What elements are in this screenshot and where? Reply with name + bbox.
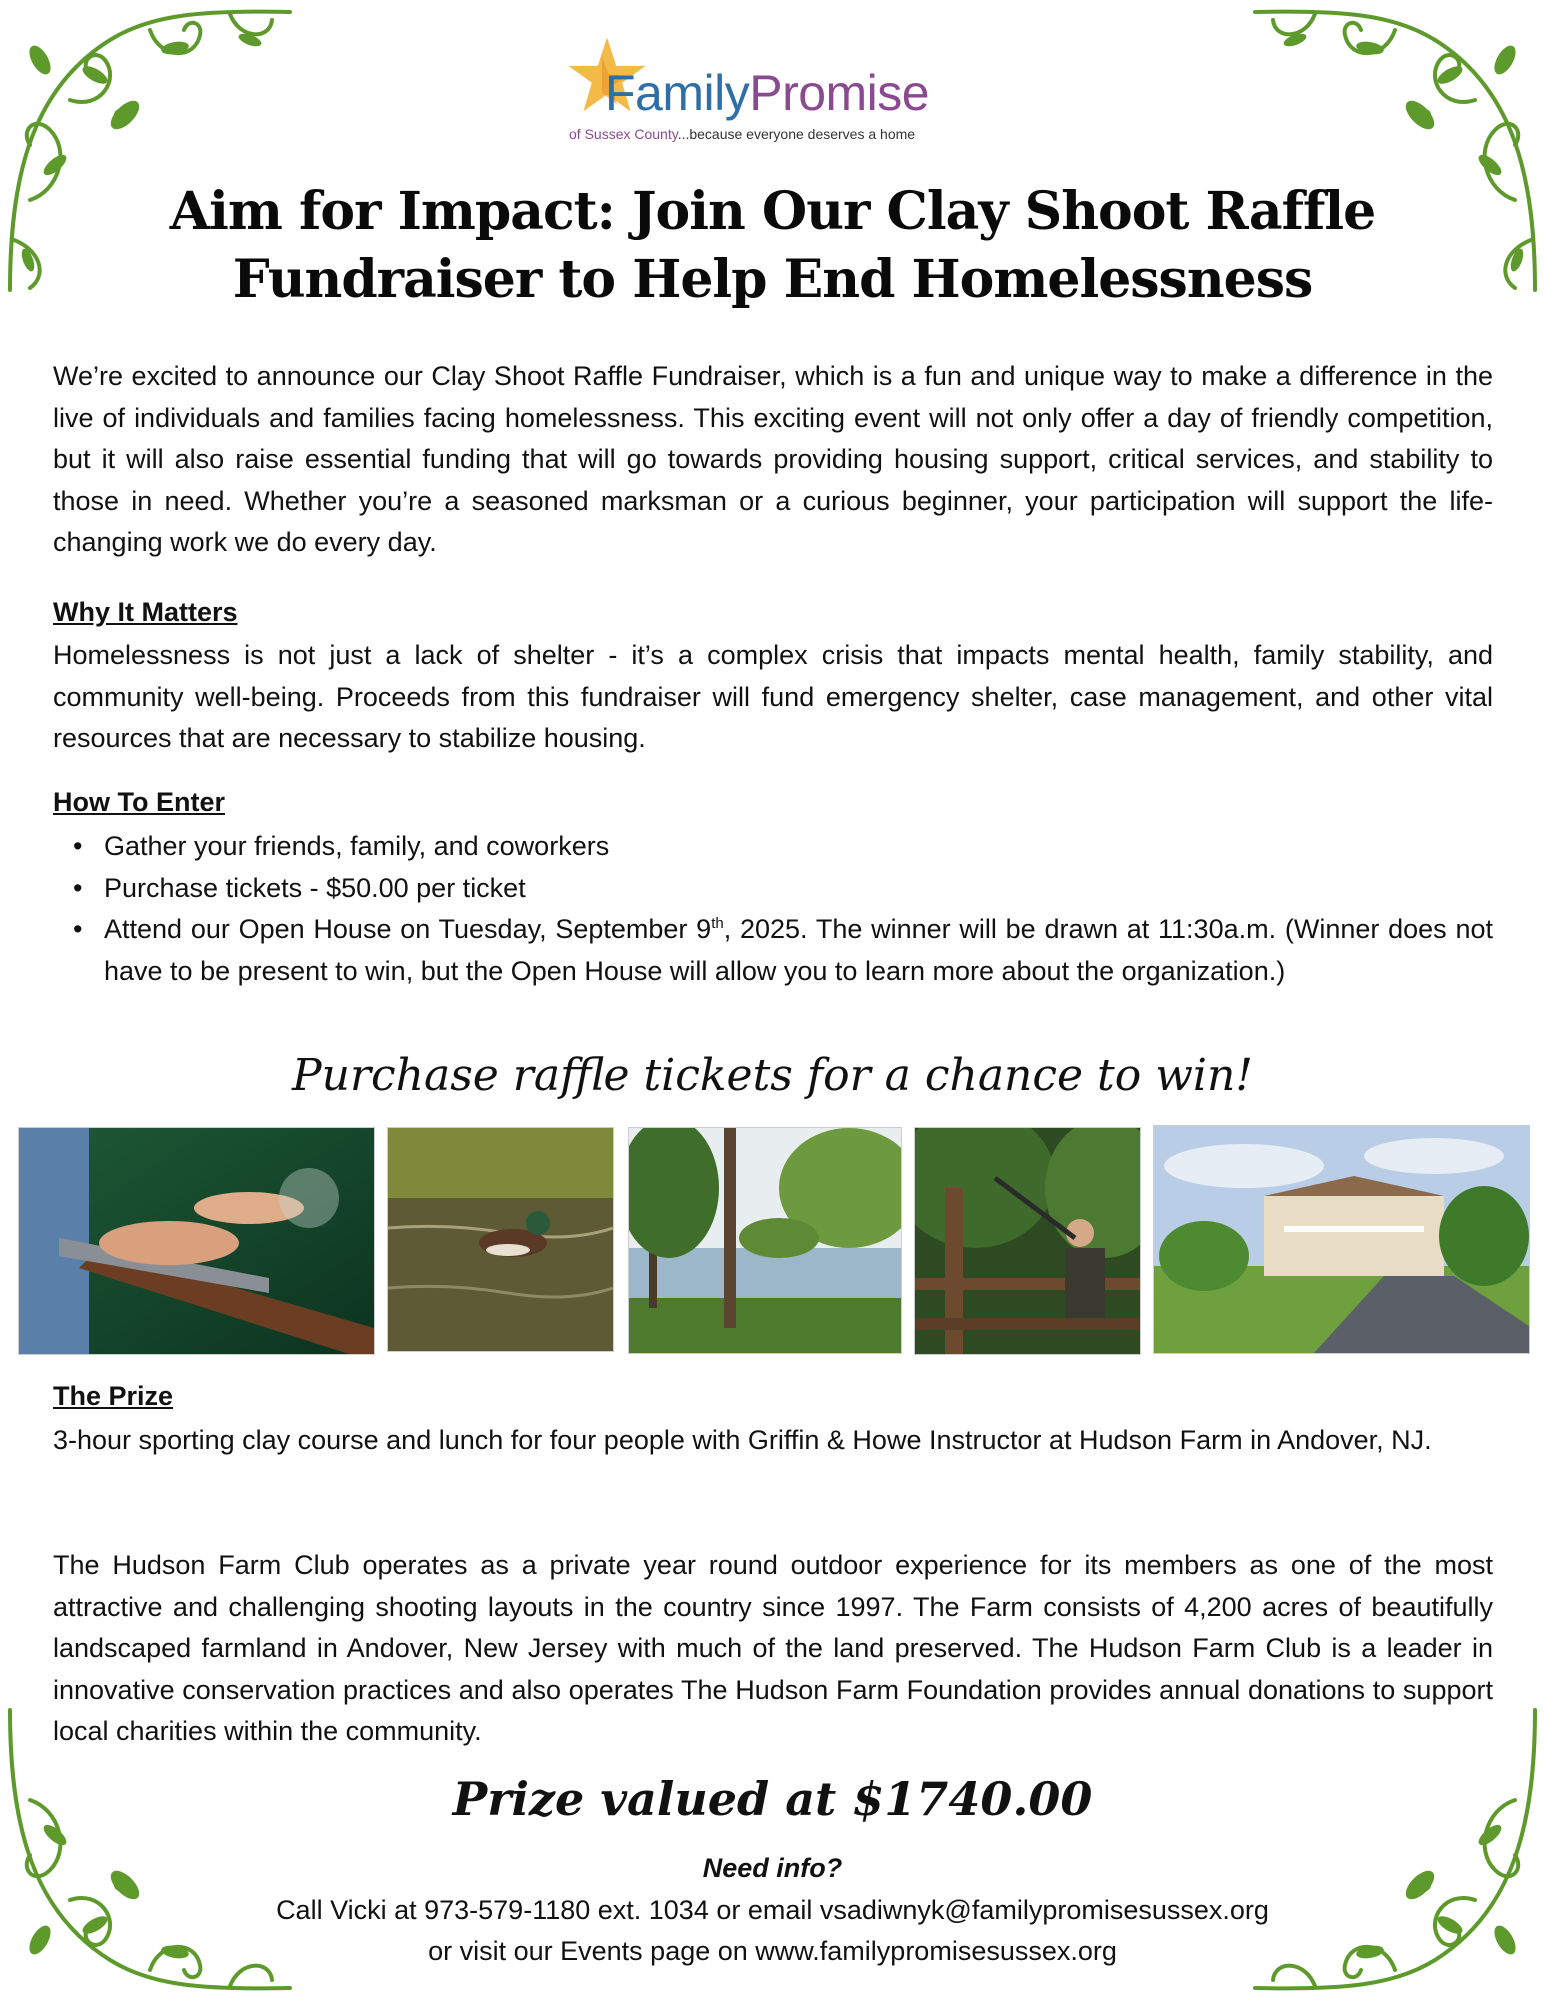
contact-line-phone-email: Call Vicki at 973-579-1180 ext. 1034 or email vsadiwnyk@familypromisesussex.org xyxy=(276,1895,1269,1925)
list-item-text: Attend our Open House on Tuesday, September 9 xyxy=(104,914,712,944)
forest-lake-image xyxy=(629,1128,901,1353)
hudson-farm-paragraph: The Hudson Farm Club operates as a private year round outdoor experience for its members as one of the most attractive and challenging shooting layouts in the country since 1997. The Farm consists of 4,200 acres of beautifully landscaped farmland in Andover, New Jersey with much of the land preserved. The Hudson Farm Club is a leader in innovative conservation practices and also operates The Hudson Farm Foundation provides annual donations to support local charities within the community. xyxy=(53,1550,1493,1746)
hudson-farm-house-image xyxy=(1154,1126,1529,1353)
clay-shooter-image xyxy=(915,1128,1140,1354)
photo-shooter xyxy=(914,1127,1141,1355)
wood-duck-image xyxy=(388,1128,613,1351)
intro-paragraph: We’re excited to announce our Clay Shoot Raffle Fundraiser, which is a fun and unique way to make a difference in the live of individuals and families facing homelessness. This exciting event will not only offer a day of friendly competition, but it will also raise essential funding that will go towards providing housing support, critical services, and stability to those in need. Whether you’re a seasoned marksman or a curious beginner, your participation will support the life-changing work we do every day. xyxy=(53,361,1493,557)
logo-name-promise: Promise xyxy=(749,65,930,121)
logo-wordmark xyxy=(605,64,929,122)
list-item-text: Purchase tickets - $50.00 per ticket xyxy=(104,872,526,903)
family-promise-logo xyxy=(565,30,985,150)
why-it-matters-heading: Why It Matters xyxy=(53,597,238,627)
photo-mansion xyxy=(1153,1125,1530,1354)
logo-tagline-slogan: ...because everyone deserves a home xyxy=(677,126,916,142)
list-item xyxy=(53,826,1493,868)
date-superscript: th xyxy=(711,915,724,932)
the-prize-heading: The Prize xyxy=(53,1381,174,1411)
purchase-tagline: Purchase raffle tickets for a chance to win! xyxy=(292,1050,1253,1101)
logo-name-family: Family xyxy=(605,65,750,121)
page-title: Aim for Impact: Join Our Clay Shoot Raffle Fundraiser to Help End Homelessness xyxy=(169,181,1376,310)
list-item xyxy=(53,909,1493,992)
photo-duck xyxy=(387,1127,614,1352)
how-to-enter-heading: How To Enter xyxy=(53,787,225,817)
photo-lake xyxy=(628,1127,902,1354)
list-item xyxy=(53,868,1493,910)
need-info-heading: Need info? xyxy=(702,1853,843,1883)
logo-tagline-county: of Sussex County xyxy=(569,126,678,142)
list-item-text: Gather your friends, family, and coworkers xyxy=(104,831,610,861)
contact-line-website: or visit our Events page on www.familypromisesussex.org xyxy=(428,1936,1117,1966)
how-to-enter-list xyxy=(53,826,1493,992)
why-it-matters-paragraph: Homelessness is not just a lack of shelter - it’s a complex crisis that impacts mental health, family stability, and community well-being. Proceeds from this fundraiser will fund emergency shelter, case management, and other vital resources that are necessary to stabilize housing. xyxy=(53,640,1493,753)
prize-description: 3-hour sporting clay course and lunch for four people with Griffin & Howe Instructor at Hudson Farm in Andover, NJ. xyxy=(53,1425,1432,1455)
prize-value-tagline: Prize valued at $1740.00 xyxy=(452,1772,1093,1826)
photo-shotgun xyxy=(18,1127,375,1355)
shotgun-hands-image xyxy=(19,1128,374,1354)
logo-tagline xyxy=(569,126,915,142)
list-item-text: , 2025. The winner will be drawn at 11:30a.m. (Winner does not have to be present to win, but the Open House will allow you to learn more about the organization.) xyxy=(104,914,1493,986)
